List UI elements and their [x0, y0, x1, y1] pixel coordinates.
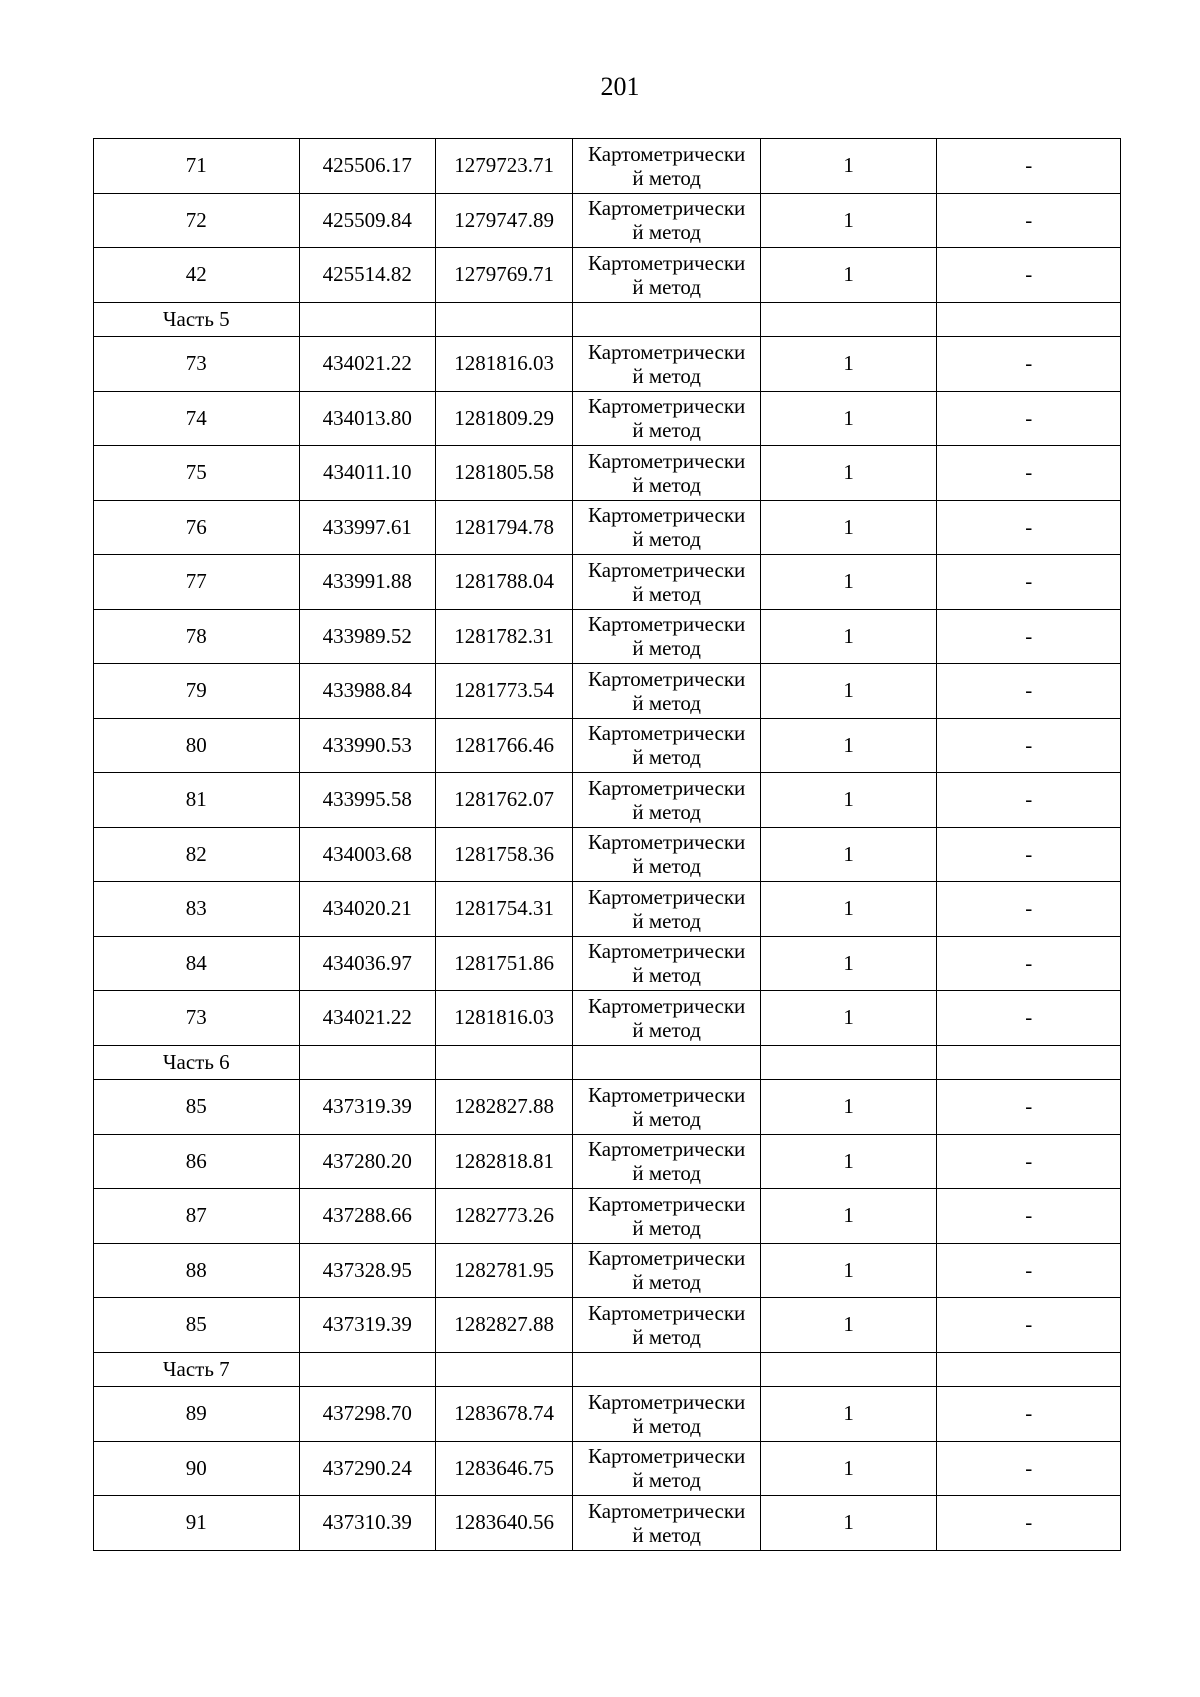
y-coordinate-cell: 1281754.31 [435, 882, 572, 937]
x-coordinate-cell: 433997.61 [299, 500, 435, 555]
point-number-cell: 88 [94, 1243, 300, 1298]
point-number-cell: 72 [94, 193, 300, 248]
section-label: Часть 7 [94, 1352, 300, 1387]
accuracy-cell: 1 [760, 500, 937, 555]
accuracy-cell: 1 [760, 1189, 937, 1244]
description-cell: - [937, 1243, 1121, 1298]
y-coordinate-cell: 1279723.71 [435, 139, 572, 194]
method-text-line-2: й метод [632, 527, 701, 552]
method-text-line-2: й метод [632, 165, 701, 190]
table-row [94, 882, 1121, 937]
point-number-cell: 90 [94, 1441, 300, 1496]
y-coordinate-cell: 1282818.81 [435, 1134, 572, 1189]
x-coordinate-cell: 437290.24 [299, 1441, 435, 1496]
y-coordinate-cell: 1283646.75 [435, 1441, 572, 1496]
accuracy-cell: 1 [760, 936, 937, 991]
table-row [94, 139, 1121, 194]
method-text-line-2: й метод [632, 799, 701, 824]
accuracy-cell: 1 [760, 391, 937, 446]
table-row [94, 248, 1121, 303]
description-cell: - [937, 1298, 1121, 1353]
x-coordinate-cell: 437328.95 [299, 1243, 435, 1298]
method-text-line-1: Картометрически [588, 993, 746, 1018]
point-number-cell: 73 [94, 337, 300, 392]
table-row [94, 391, 1121, 446]
accuracy-cell: 1 [760, 193, 937, 248]
x-coordinate-cell: 433990.53 [299, 718, 435, 773]
point-number-cell: 89 [94, 1387, 300, 1442]
description-cell: - [937, 991, 1121, 1046]
description-cell: - [937, 882, 1121, 937]
method-text-line-2: й метод [632, 1324, 701, 1349]
description-cell: - [937, 827, 1121, 882]
table-row [94, 1441, 1121, 1496]
coordinates-table [93, 138, 1121, 1551]
table-body [94, 139, 1121, 1551]
accuracy-cell: 1 [760, 609, 937, 664]
table-row [94, 991, 1121, 1046]
x-coordinate-cell: 433991.88 [299, 555, 435, 610]
method-text-line-2: й метод [632, 1468, 701, 1493]
method-text-line-1: Картометрически [588, 1300, 746, 1325]
description-cell: - [937, 1496, 1121, 1551]
point-number-cell: 80 [94, 718, 300, 773]
method-text-line-1: Картометрически [588, 1191, 746, 1216]
method-text-line-1: Картометрически [588, 196, 746, 221]
x-coordinate-cell: 434036.97 [299, 936, 435, 991]
empty-cell [435, 1045, 572, 1080]
method-text-line-1: Картометрически [588, 1246, 746, 1271]
method-cell [573, 500, 761, 555]
method-text-line-2: й метод [632, 220, 701, 245]
empty-cell [573, 1045, 761, 1080]
x-coordinate-cell: 433988.84 [299, 664, 435, 719]
method-text-line-2: й метод [632, 1413, 701, 1438]
accuracy-cell: 1 [760, 1298, 937, 1353]
section-header-row [94, 302, 1121, 337]
y-coordinate-cell: 1281762.07 [435, 773, 572, 828]
section-header-row [94, 1352, 1121, 1387]
x-coordinate-cell: 433989.52 [299, 609, 435, 664]
method-text-line-2: й метод [632, 418, 701, 443]
accuracy-cell: 1 [760, 1134, 937, 1189]
method-text-line-2: й метод [632, 636, 701, 661]
method-text-line-2: й метод [632, 690, 701, 715]
method-cell [573, 1243, 761, 1298]
x-coordinate-cell: 434021.22 [299, 991, 435, 1046]
point-number-cell: 78 [94, 609, 300, 664]
description-cell: - [937, 446, 1121, 501]
x-coordinate-cell: 434013.80 [299, 391, 435, 446]
method-text-line-1: Картометрически [588, 448, 746, 473]
y-coordinate-cell: 1281766.46 [435, 718, 572, 773]
method-text-line-2: й метод [632, 472, 701, 497]
method-text-line-2: й метод [632, 581, 701, 606]
y-coordinate-cell: 1282827.88 [435, 1080, 572, 1135]
method-cell [573, 139, 761, 194]
point-number-cell: 81 [94, 773, 300, 828]
method-cell [573, 882, 761, 937]
method-text-line-1: Картометрически [588, 339, 746, 364]
y-coordinate-cell: 1282827.88 [435, 1298, 572, 1353]
x-coordinate-cell: 433995.58 [299, 773, 435, 828]
accuracy-cell: 1 [760, 882, 937, 937]
description-cell: - [937, 1441, 1121, 1496]
table-row [94, 337, 1121, 392]
point-number-cell: 77 [94, 555, 300, 610]
method-text-line-2: й метод [632, 1017, 701, 1042]
description-cell: - [937, 718, 1121, 773]
y-coordinate-cell: 1279747.89 [435, 193, 572, 248]
method-cell [573, 1189, 761, 1244]
y-coordinate-cell: 1279769.71 [435, 248, 572, 303]
accuracy-cell: 1 [760, 1080, 937, 1135]
description-cell: - [937, 1080, 1121, 1135]
table-row [94, 1189, 1121, 1244]
method-cell [573, 718, 761, 773]
empty-cell [760, 1352, 937, 1387]
table-row [94, 446, 1121, 501]
accuracy-cell: 1 [760, 1243, 937, 1298]
point-number-cell: 85 [94, 1080, 300, 1135]
description-cell: - [937, 248, 1121, 303]
y-coordinate-cell: 1281782.31 [435, 609, 572, 664]
empty-cell [299, 1045, 435, 1080]
accuracy-cell: 1 [760, 139, 937, 194]
empty-cell [937, 1045, 1121, 1080]
x-coordinate-cell: 437298.70 [299, 1387, 435, 1442]
table-row [94, 773, 1121, 828]
description-cell: - [937, 139, 1121, 194]
method-text-line-1: Картометрически [588, 721, 746, 746]
description-cell: - [937, 391, 1121, 446]
method-cell [573, 991, 761, 1046]
description-cell: - [937, 1134, 1121, 1189]
table-row [94, 609, 1121, 664]
section-label: Часть 5 [94, 302, 300, 337]
point-number-cell: 84 [94, 936, 300, 991]
y-coordinate-cell: 1283678.74 [435, 1387, 572, 1442]
y-coordinate-cell: 1281751.86 [435, 936, 572, 991]
y-coordinate-cell: 1281773.54 [435, 664, 572, 719]
description-cell: - [937, 193, 1121, 248]
method-cell [573, 1080, 761, 1135]
x-coordinate-cell: 434020.21 [299, 882, 435, 937]
method-text-line-1: Картометрически [588, 612, 746, 637]
description-cell: - [937, 936, 1121, 991]
method-text-line-2: й метод [632, 274, 701, 299]
accuracy-cell: 1 [760, 773, 937, 828]
method-text-line-1: Картометрически [588, 830, 746, 855]
x-coordinate-cell: 425514.82 [299, 248, 435, 303]
y-coordinate-cell: 1281809.29 [435, 391, 572, 446]
point-number-cell: 76 [94, 500, 300, 555]
point-number-cell: 85 [94, 1298, 300, 1353]
method-text-line-1: Картометрически [588, 503, 746, 528]
description-cell: - [937, 773, 1121, 828]
x-coordinate-cell: 437319.39 [299, 1298, 435, 1353]
empty-cell [937, 302, 1121, 337]
description-cell: - [937, 1387, 1121, 1442]
y-coordinate-cell: 1281758.36 [435, 827, 572, 882]
x-coordinate-cell: 425509.84 [299, 193, 435, 248]
method-text-line-1: Картометрически [588, 1444, 746, 1469]
empty-cell [573, 302, 761, 337]
description-cell: - [937, 500, 1121, 555]
empty-cell [299, 1352, 435, 1387]
point-number-cell: 83 [94, 882, 300, 937]
method-text-line-1: Картометрически [588, 939, 746, 964]
x-coordinate-cell: 437280.20 [299, 1134, 435, 1189]
method-cell [573, 391, 761, 446]
x-coordinate-cell: 437310.39 [299, 1496, 435, 1551]
y-coordinate-cell: 1283640.56 [435, 1496, 572, 1551]
accuracy-cell: 1 [760, 248, 937, 303]
x-coordinate-cell: 437288.66 [299, 1189, 435, 1244]
table-row [94, 1134, 1121, 1189]
method-text-line-2: й метод [632, 908, 701, 933]
x-coordinate-cell: 425506.17 [299, 139, 435, 194]
method-text-line-1: Картометрически [588, 1498, 746, 1523]
table-row [94, 1298, 1121, 1353]
y-coordinate-cell: 1281805.58 [435, 446, 572, 501]
point-number-cell: 71 [94, 139, 300, 194]
y-coordinate-cell: 1281816.03 [435, 991, 572, 1046]
method-text-line-2: й метод [632, 854, 701, 879]
accuracy-cell: 1 [760, 664, 937, 719]
method-cell [573, 1298, 761, 1353]
description-cell: - [937, 609, 1121, 664]
table-row [94, 827, 1121, 882]
y-coordinate-cell: 1281788.04 [435, 555, 572, 610]
method-text-line-1: Картометрически [588, 557, 746, 582]
method-cell [573, 446, 761, 501]
point-number-cell: 75 [94, 446, 300, 501]
description-cell: - [937, 337, 1121, 392]
point-number-cell: 73 [94, 991, 300, 1046]
accuracy-cell: 1 [760, 1441, 937, 1496]
accuracy-cell: 1 [760, 1496, 937, 1551]
method-text-line-1: Картометрически [588, 775, 746, 800]
y-coordinate-cell: 1282773.26 [435, 1189, 572, 1244]
x-coordinate-cell: 434021.22 [299, 337, 435, 392]
section-header-row [94, 1045, 1121, 1080]
method-cell [573, 936, 761, 991]
method-cell [573, 609, 761, 664]
accuracy-cell: 1 [760, 555, 937, 610]
method-text-line-1: Картометрически [588, 666, 746, 691]
table-row [94, 1496, 1121, 1551]
x-coordinate-cell: 434003.68 [299, 827, 435, 882]
empty-cell [435, 1352, 572, 1387]
table-row [94, 555, 1121, 610]
point-number-cell: 74 [94, 391, 300, 446]
empty-cell [937, 1352, 1121, 1387]
empty-cell [573, 1352, 761, 1387]
accuracy-cell: 1 [760, 446, 937, 501]
method-text-line-2: й метод [632, 963, 701, 988]
point-number-cell: 79 [94, 664, 300, 719]
method-text-line-1: Картометрически [588, 394, 746, 419]
description-cell: - [937, 1189, 1121, 1244]
method-cell [573, 1496, 761, 1551]
method-cell [573, 773, 761, 828]
empty-cell [299, 302, 435, 337]
description-cell: - [937, 555, 1121, 610]
x-coordinate-cell: 434011.10 [299, 446, 435, 501]
accuracy-cell: 1 [760, 827, 937, 882]
method-cell [573, 664, 761, 719]
point-number-cell: 87 [94, 1189, 300, 1244]
table-row [94, 936, 1121, 991]
empty-cell [760, 302, 937, 337]
method-cell [573, 337, 761, 392]
method-text-line-1: Картометрически [588, 1389, 746, 1414]
y-coordinate-cell: 1281816.03 [435, 337, 572, 392]
method-text-line-2: й метод [632, 1215, 701, 1240]
method-text-line-1: Картометрически [588, 1137, 746, 1162]
method-text-line-2: й метод [632, 1161, 701, 1186]
table-row [94, 1243, 1121, 1298]
point-number-cell: 82 [94, 827, 300, 882]
accuracy-cell: 1 [760, 991, 937, 1046]
page-number: 201 [600, 72, 640, 101]
method-text-line-2: й метод [632, 1522, 701, 1547]
method-text-line-1: Картометрически [588, 141, 746, 166]
method-text-line-1: Картометрически [588, 250, 746, 275]
table-row [94, 718, 1121, 773]
point-number-cell: 42 [94, 248, 300, 303]
table-row [94, 1080, 1121, 1135]
method-text-line-2: й метод [632, 1106, 701, 1131]
method-cell [573, 1134, 761, 1189]
x-coordinate-cell: 437319.39 [299, 1080, 435, 1135]
method-text-line-1: Картометрически [588, 1082, 746, 1107]
method-cell [573, 248, 761, 303]
method-text-line-2: й метод [632, 1270, 701, 1295]
method-cell [573, 555, 761, 610]
point-number-cell: 86 [94, 1134, 300, 1189]
table-row [94, 193, 1121, 248]
point-number-cell: 91 [94, 1496, 300, 1551]
y-coordinate-cell: 1282781.95 [435, 1243, 572, 1298]
empty-cell [435, 302, 572, 337]
table-row [94, 500, 1121, 555]
method-cell [573, 193, 761, 248]
table-row [94, 1387, 1121, 1442]
method-text-line-2: й метод [632, 745, 701, 770]
method-text-line-2: й метод [632, 363, 701, 388]
method-cell [573, 1441, 761, 1496]
description-cell: - [937, 664, 1121, 719]
section-label: Часть 6 [94, 1045, 300, 1080]
method-cell [573, 827, 761, 882]
method-cell [573, 1387, 761, 1442]
empty-cell [760, 1045, 937, 1080]
accuracy-cell: 1 [760, 337, 937, 392]
method-text-line-1: Картометрически [588, 884, 746, 909]
y-coordinate-cell: 1281794.78 [435, 500, 572, 555]
accuracy-cell: 1 [760, 718, 937, 773]
accuracy-cell: 1 [760, 1387, 937, 1442]
table-row [94, 664, 1121, 719]
